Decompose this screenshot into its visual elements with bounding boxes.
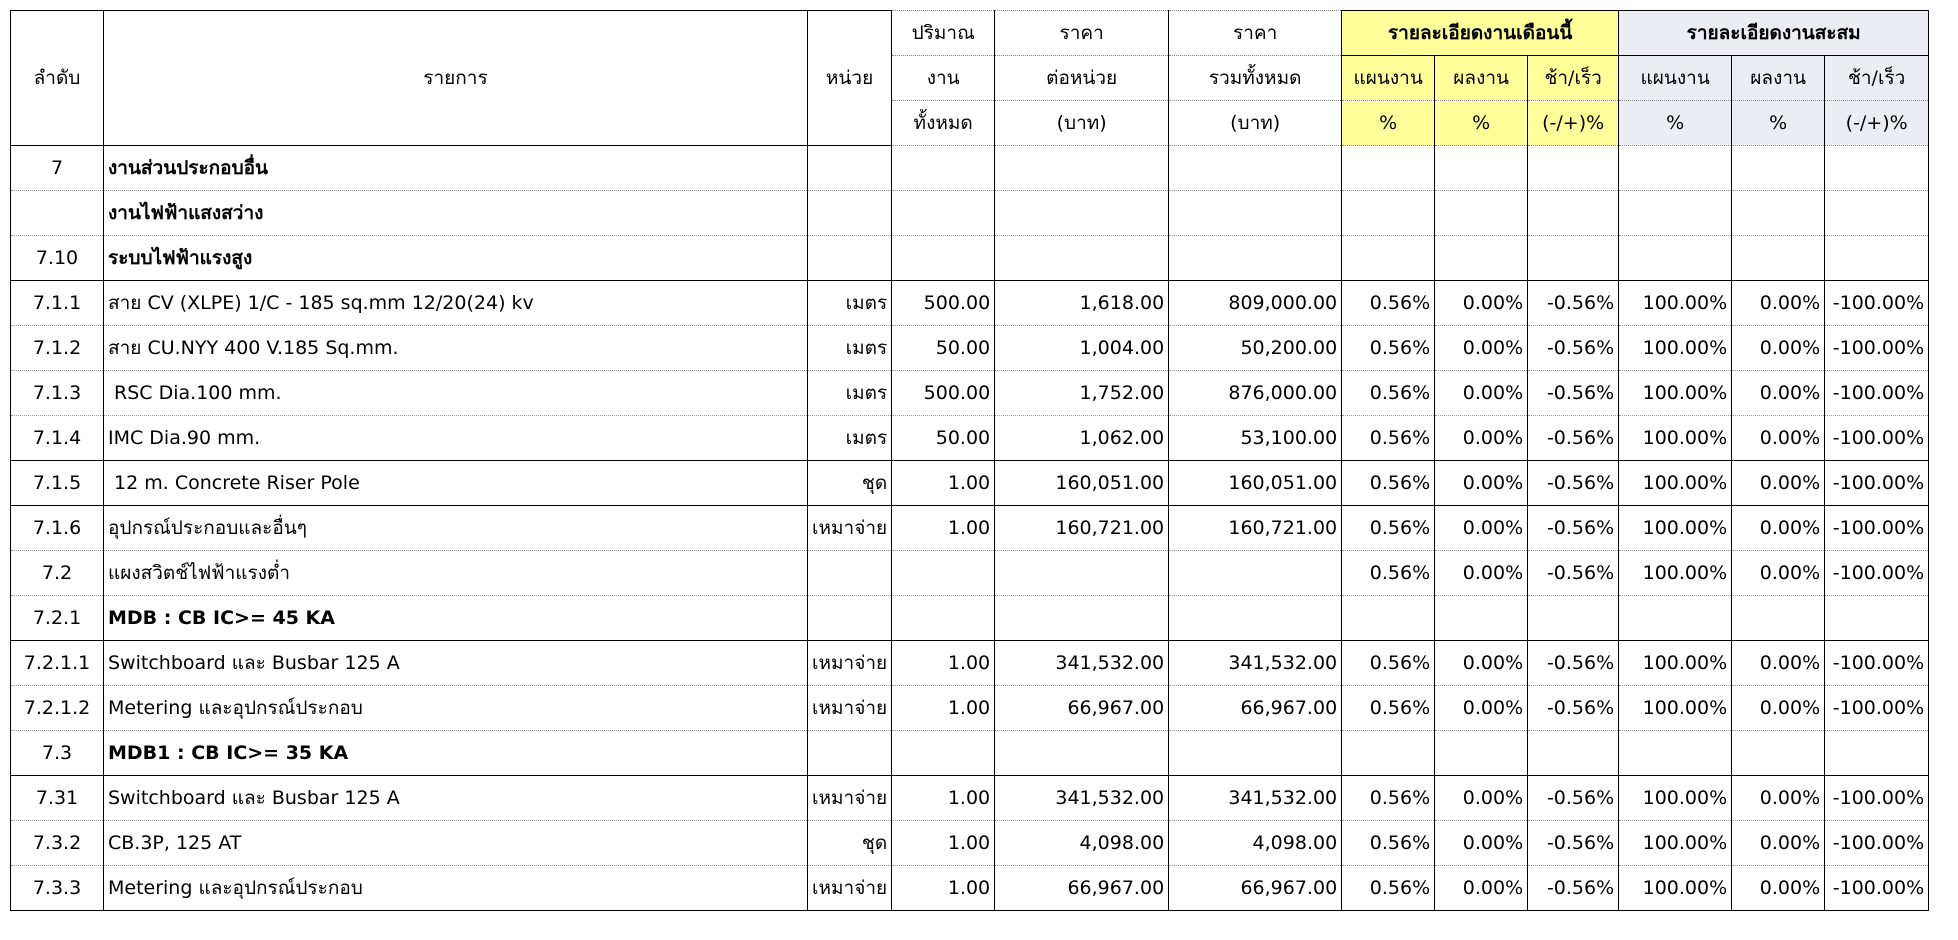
- table-row: [11, 641, 1929, 686]
- cell-month-plan: [1342, 146, 1435, 191]
- header-unit-price-1: ราคา: [995, 11, 1169, 56]
- cell-item: Metering และอุปกรณ์ประกอบ: [104, 866, 808, 911]
- cell-month-actual: 0.00%: [1435, 551, 1528, 596]
- cell-month-actual: [1435, 731, 1528, 776]
- cell-unit-price: 341,532.00: [995, 776, 1169, 821]
- header-unit-price-2: ต่อหน่วย: [995, 56, 1169, 101]
- cell-cum-actual: [1732, 236, 1825, 281]
- cell-cum-delay: -100.00%: [1825, 461, 1929, 506]
- cell-month-plan: 0.56%: [1342, 281, 1435, 326]
- cell-total-price: 160,721.00: [1169, 506, 1342, 551]
- header-month-delay-pct: (-/+)%: [1528, 101, 1619, 146]
- cell-unit-price: 1,752.00: [995, 371, 1169, 416]
- header-cum-plan-pct: %: [1619, 101, 1732, 146]
- cell-unit: [808, 236, 892, 281]
- cell-cum-plan: 100.00%: [1619, 776, 1732, 821]
- cell-month-actual: [1435, 236, 1528, 281]
- cell-item: ระบบไฟฟ้าแรงสูง: [104, 236, 808, 281]
- cell-cum-delay: -100.00%: [1825, 506, 1929, 551]
- cell-unit-price: 66,967.00: [995, 866, 1169, 911]
- cell-qty: [892, 596, 995, 641]
- cell-qty: 1.00: [892, 641, 995, 686]
- cell-cum-plan: [1619, 191, 1732, 236]
- table-row: [11, 461, 1929, 506]
- cell-item: CB.3P, 125 AT: [104, 821, 808, 866]
- cell-cum-plan: 100.00%: [1619, 821, 1732, 866]
- cell-unit-price: 341,532.00: [995, 641, 1169, 686]
- cell-item: สาย CV (XLPE) 1/C - 185 sq.mm 12/20(24) kv: [104, 281, 808, 326]
- cell-month-actual: [1435, 191, 1528, 236]
- header-item: รายการ: [104, 11, 808, 146]
- table-header: [11, 11, 1929, 146]
- cell-total-price: 50,200.00: [1169, 326, 1342, 371]
- cell-cum-delay: -100.00%: [1825, 776, 1929, 821]
- cell-cum-actual: [1732, 146, 1825, 191]
- cell-item: Switchboard และ Busbar 125 A: [104, 641, 808, 686]
- cell-unit: เหมาจ่าย: [808, 686, 892, 731]
- cell-month-actual: 0.00%: [1435, 371, 1528, 416]
- cell-cum-delay: -100.00%: [1825, 416, 1929, 461]
- cell-month-plan: 0.56%: [1342, 461, 1435, 506]
- cell-total-price: [1169, 731, 1342, 776]
- cell-unit-price: 1,618.00: [995, 281, 1169, 326]
- cell-cum-plan: 100.00%: [1619, 551, 1732, 596]
- cell-unit-price: [995, 146, 1169, 191]
- cell-unit-price: 4,098.00: [995, 821, 1169, 866]
- cell-cum-actual: 0.00%: [1732, 686, 1825, 731]
- header-cum-delay: ช้า/เร็ว: [1825, 56, 1929, 101]
- cell-month-actual: 0.00%: [1435, 416, 1528, 461]
- cell-qty: 1.00: [892, 821, 995, 866]
- cell-unit-price: 160,051.00: [995, 461, 1169, 506]
- cell-total-price: [1169, 146, 1342, 191]
- table-row: [11, 191, 1929, 236]
- cell-month-plan: [1342, 191, 1435, 236]
- cell-month-delay: -0.56%: [1528, 866, 1619, 911]
- cell-cum-delay: -100.00%: [1825, 866, 1929, 911]
- table-row: [11, 821, 1929, 866]
- header-month-plan: แผนงาน: [1342, 56, 1435, 101]
- cell-seq: 7.2: [11, 551, 104, 596]
- cell-cum-actual: 0.00%: [1732, 866, 1825, 911]
- header-month-plan-pct: %: [1342, 101, 1435, 146]
- cell-unit: [808, 146, 892, 191]
- cell-qty: 500.00: [892, 281, 995, 326]
- cell-seq: 7.1.6: [11, 506, 104, 551]
- cell-item: งานส่วนประกอบอื่น: [104, 146, 808, 191]
- cell-unit: เมตร: [808, 371, 892, 416]
- cell-month-delay: -0.56%: [1528, 416, 1619, 461]
- cell-cum-plan: 100.00%: [1619, 416, 1732, 461]
- cell-seq: 7.3.3: [11, 866, 104, 911]
- header-cum-actual: ผลงาน: [1732, 56, 1825, 101]
- cell-month-actual: 0.00%: [1435, 776, 1528, 821]
- cell-unit: เมตร: [808, 281, 892, 326]
- cell-cum-delay: -100.00%: [1825, 281, 1929, 326]
- cell-month-plan: 0.56%: [1342, 416, 1435, 461]
- cell-cum-actual: [1732, 191, 1825, 236]
- cell-cum-delay: [1825, 596, 1929, 641]
- cell-cum-delay: [1825, 146, 1929, 191]
- cell-total-price: 66,967.00: [1169, 686, 1342, 731]
- cell-item: RSC Dia.100 mm.: [104, 371, 808, 416]
- cell-total-price: 4,098.00: [1169, 821, 1342, 866]
- cell-item: Metering และอุปกรณ์ประกอบ: [104, 686, 808, 731]
- header-total-price-1: ราคา: [1169, 11, 1342, 56]
- cell-unit: [808, 191, 892, 236]
- cell-total-price: 876,000.00: [1169, 371, 1342, 416]
- cell-month-plan: 0.56%: [1342, 551, 1435, 596]
- table-row: [11, 146, 1929, 191]
- cell-item: งานไฟฟ้าแสงสว่าง: [104, 191, 808, 236]
- cell-unit-price: 1,004.00: [995, 326, 1169, 371]
- header-month-delay: ช้า/เร็ว: [1528, 56, 1619, 101]
- cell-cum-delay: -100.00%: [1825, 821, 1929, 866]
- cell-cum-plan: 100.00%: [1619, 686, 1732, 731]
- cell-unit: เมตร: [808, 416, 892, 461]
- cell-month-actual: 0.00%: [1435, 866, 1528, 911]
- header-total-price-3: (บาท): [1169, 101, 1342, 146]
- cell-cum-plan: 100.00%: [1619, 506, 1732, 551]
- cell-unit: เมตร: [808, 326, 892, 371]
- header-cum-plan: แผนงาน: [1619, 56, 1732, 101]
- cell-cum-actual: 0.00%: [1732, 371, 1825, 416]
- cell-month-plan: 0.56%: [1342, 776, 1435, 821]
- cell-cum-plan: 100.00%: [1619, 866, 1732, 911]
- cell-unit-price: [995, 236, 1169, 281]
- cell-month-delay: [1528, 236, 1619, 281]
- cell-total-price: 160,051.00: [1169, 461, 1342, 506]
- cell-unit: ชุด: [808, 461, 892, 506]
- cell-unit-price: 160,721.00: [995, 506, 1169, 551]
- cell-month-actual: 0.00%: [1435, 281, 1528, 326]
- cell-month-plan: [1342, 731, 1435, 776]
- table-row: [11, 416, 1929, 461]
- cell-unit: [808, 551, 892, 596]
- cell-seq: 7: [11, 146, 104, 191]
- header-row-1: [11, 11, 1929, 56]
- cell-total-price: [1169, 551, 1342, 596]
- cell-month-delay: -0.56%: [1528, 641, 1619, 686]
- header-total-price-2: รวมทั้งหมด: [1169, 56, 1342, 101]
- cell-item: IMC Dia.90 mm.: [104, 416, 808, 461]
- cell-month-actual: 0.00%: [1435, 641, 1528, 686]
- cell-cum-delay: -100.00%: [1825, 641, 1929, 686]
- cell-total-price: 809,000.00: [1169, 281, 1342, 326]
- table-row: [11, 326, 1929, 371]
- cell-month-actual: 0.00%: [1435, 506, 1528, 551]
- cell-month-actual: 0.00%: [1435, 686, 1528, 731]
- cell-item: Switchboard และ Busbar 125 A: [104, 776, 808, 821]
- cell-seq: 7.1.1: [11, 281, 104, 326]
- cell-unit: ชุด: [808, 821, 892, 866]
- table-row: [11, 551, 1929, 596]
- cell-qty: 1.00: [892, 506, 995, 551]
- cell-cum-actual: [1732, 731, 1825, 776]
- cell-unit: [808, 731, 892, 776]
- cell-month-plan: 0.56%: [1342, 326, 1435, 371]
- cell-qty: [892, 551, 995, 596]
- table-row: [11, 866, 1929, 911]
- cell-item: อุปกรณ์ประกอบและอื่นๆ: [104, 506, 808, 551]
- cell-total-price: 341,532.00: [1169, 776, 1342, 821]
- cell-month-delay: -0.56%: [1528, 281, 1619, 326]
- cell-cum-actual: 0.00%: [1732, 641, 1825, 686]
- cell-month-delay: -0.56%: [1528, 371, 1619, 416]
- cell-unit-price: [995, 551, 1169, 596]
- cell-month-plan: 0.56%: [1342, 371, 1435, 416]
- cell-seq: 7.1.3: [11, 371, 104, 416]
- cell-month-plan: 0.56%: [1342, 506, 1435, 551]
- cell-unit-price: [995, 596, 1169, 641]
- cell-cum-plan: 100.00%: [1619, 281, 1732, 326]
- cell-cum-actual: 0.00%: [1732, 326, 1825, 371]
- cell-cum-plan: 100.00%: [1619, 371, 1732, 416]
- cell-total-price: [1169, 236, 1342, 281]
- cell-cum-delay: -100.00%: [1825, 686, 1929, 731]
- cell-item: MDB : CB IC>= 45 KA: [104, 596, 808, 641]
- cell-unit: เหมาจ่าย: [808, 506, 892, 551]
- cell-unit-price: 1,062.00: [995, 416, 1169, 461]
- cell-cum-delay: [1825, 731, 1929, 776]
- header-month-actual-pct: %: [1435, 101, 1528, 146]
- table-row: [11, 731, 1929, 776]
- cell-qty: 1.00: [892, 776, 995, 821]
- table-row: [11, 596, 1929, 641]
- cell-seq: 7.3.2: [11, 821, 104, 866]
- header-cum-actual-pct: %: [1732, 101, 1825, 146]
- cell-month-plan: 0.56%: [1342, 866, 1435, 911]
- header-unit-price-3: (บาท): [995, 101, 1169, 146]
- cell-seq: 7.2.1.2: [11, 686, 104, 731]
- cell-qty: [892, 146, 995, 191]
- cell-month-plan: 0.56%: [1342, 641, 1435, 686]
- cell-total-price: 66,967.00: [1169, 866, 1342, 911]
- table-body: [11, 146, 1929, 911]
- cell-unit: เหมาจ่าย: [808, 641, 892, 686]
- cell-cum-actual: [1732, 596, 1825, 641]
- header-cumulative: รายละเอียดงานสะสม: [1619, 11, 1929, 56]
- cell-month-actual: [1435, 596, 1528, 641]
- cell-qty: 1.00: [892, 686, 995, 731]
- cell-unit: เหมาจ่าย: [808, 866, 892, 911]
- header-this-month: รายละเอียดงานเดือนนี้: [1342, 11, 1619, 56]
- table-row: [11, 281, 1929, 326]
- header-qty-3: ทั้งหมด: [892, 101, 995, 146]
- cell-month-plan: [1342, 596, 1435, 641]
- cell-seq: 7.31: [11, 776, 104, 821]
- cell-cum-delay: -100.00%: [1825, 371, 1929, 416]
- cell-month-delay: [1528, 596, 1619, 641]
- cell-unit-price: [995, 191, 1169, 236]
- cell-qty: 500.00: [892, 371, 995, 416]
- cell-month-delay: -0.56%: [1528, 506, 1619, 551]
- header-qty-2: งาน: [892, 56, 995, 101]
- cell-qty: 50.00: [892, 416, 995, 461]
- cell-seq: 7.1.4: [11, 416, 104, 461]
- table-row: [11, 686, 1929, 731]
- cell-total-price: 53,100.00: [1169, 416, 1342, 461]
- cell-unit-price: [995, 731, 1169, 776]
- progress-table: [10, 10, 1929, 911]
- cell-month-plan: [1342, 236, 1435, 281]
- header-unit: หน่วย: [808, 11, 892, 146]
- header-qty-1: ปริมาณ: [892, 11, 995, 56]
- cell-month-delay: -0.56%: [1528, 776, 1619, 821]
- cell-month-delay: -0.56%: [1528, 326, 1619, 371]
- cell-cum-plan: [1619, 146, 1732, 191]
- cell-month-actual: 0.00%: [1435, 821, 1528, 866]
- table-row: [11, 776, 1929, 821]
- cell-cum-actual: 0.00%: [1732, 551, 1825, 596]
- cell-month-delay: -0.56%: [1528, 821, 1619, 866]
- cell-cum-delay: [1825, 191, 1929, 236]
- cell-cum-plan: 100.00%: [1619, 461, 1732, 506]
- cell-cum-delay: [1825, 236, 1929, 281]
- cell-cum-plan: 100.00%: [1619, 326, 1732, 371]
- cell-seq: 7.3: [11, 731, 104, 776]
- cell-cum-plan: [1619, 596, 1732, 641]
- cell-unit: [808, 596, 892, 641]
- cell-cum-plan: [1619, 731, 1732, 776]
- cell-cum-actual: 0.00%: [1732, 506, 1825, 551]
- cell-month-delay: [1528, 731, 1619, 776]
- cell-cum-actual: 0.00%: [1732, 416, 1825, 461]
- table-row: [11, 371, 1929, 416]
- cell-month-plan: 0.56%: [1342, 686, 1435, 731]
- cell-cum-actual: 0.00%: [1732, 776, 1825, 821]
- table-row: [11, 506, 1929, 551]
- cell-total-price: [1169, 191, 1342, 236]
- cell-item: MDB1 : CB IC>= 35 KA: [104, 731, 808, 776]
- cell-seq: 7.10: [11, 236, 104, 281]
- cell-cum-delay: -100.00%: [1825, 551, 1929, 596]
- cell-month-delay: [1528, 146, 1619, 191]
- cell-seq: 7.2.1.1: [11, 641, 104, 686]
- cell-cum-plan: 100.00%: [1619, 641, 1732, 686]
- cell-cum-plan: [1619, 236, 1732, 281]
- cell-qty: [892, 236, 995, 281]
- table-row: [11, 236, 1929, 281]
- progress-table-sheet: [10, 10, 1929, 911]
- cell-month-delay: -0.56%: [1528, 551, 1619, 596]
- cell-cum-actual: 0.00%: [1732, 821, 1825, 866]
- cell-cum-actual: 0.00%: [1732, 461, 1825, 506]
- cell-item: แผงสวิตช์ไฟฟ้าแรงต่ำ: [104, 551, 808, 596]
- cell-month-actual: 0.00%: [1435, 326, 1528, 371]
- cell-cum-actual: 0.00%: [1732, 281, 1825, 326]
- cell-month-actual: 0.00%: [1435, 461, 1528, 506]
- cell-qty: [892, 731, 995, 776]
- cell-cum-delay: -100.00%: [1825, 326, 1929, 371]
- cell-unit-price: 66,967.00: [995, 686, 1169, 731]
- header-month-actual: ผลงาน: [1435, 56, 1528, 101]
- cell-qty: 1.00: [892, 866, 995, 911]
- cell-seq: 7.1.5: [11, 461, 104, 506]
- cell-seq: 7.1.2: [11, 326, 104, 371]
- cell-month-delay: -0.56%: [1528, 686, 1619, 731]
- cell-item: 12 m. Concrete Riser Pole: [104, 461, 808, 506]
- cell-item: สาย CU.NYY 400 V.185 Sq.mm.: [104, 326, 808, 371]
- header-cum-delay-pct: (-/+)%: [1825, 101, 1929, 146]
- cell-month-delay: -0.56%: [1528, 461, 1619, 506]
- cell-month-actual: [1435, 146, 1528, 191]
- cell-qty: 1.00: [892, 461, 995, 506]
- cell-month-plan: 0.56%: [1342, 821, 1435, 866]
- cell-total-price: [1169, 596, 1342, 641]
- header-seq: ลำดับ: [11, 11, 104, 146]
- cell-qty: 50.00: [892, 326, 995, 371]
- cell-qty: [892, 191, 995, 236]
- cell-unit: เหมาจ่าย: [808, 776, 892, 821]
- cell-seq: 7.2.1: [11, 596, 104, 641]
- cell-seq: [11, 191, 104, 236]
- cell-total-price: 341,532.00: [1169, 641, 1342, 686]
- cell-month-delay: [1528, 191, 1619, 236]
